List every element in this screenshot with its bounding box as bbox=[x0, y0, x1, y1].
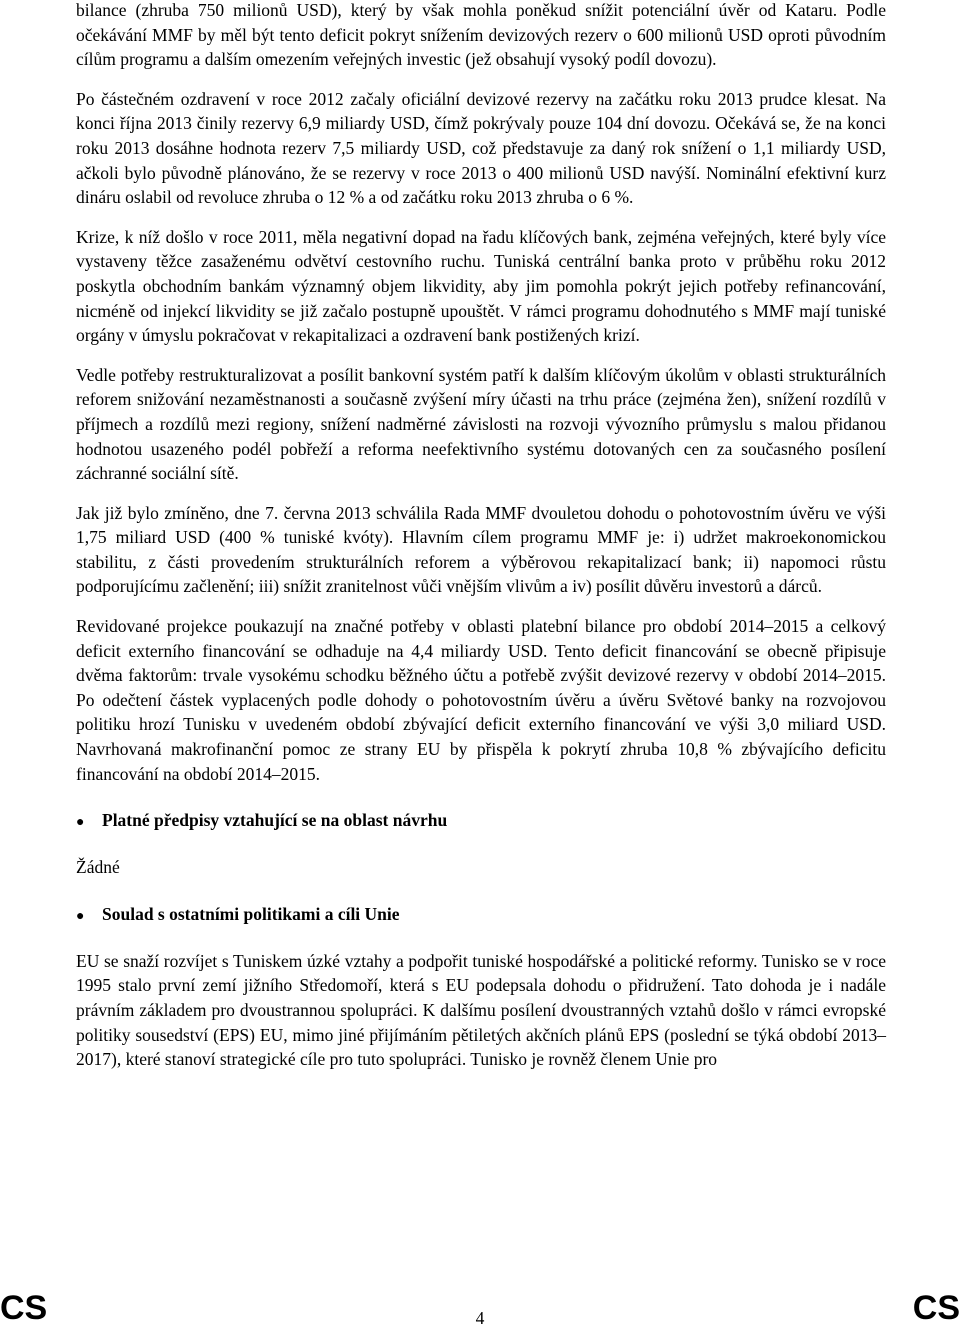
paragraph-projections: Revidované projekce poukazují na značné potřeby v oblasti platební bilance pro období 2014–2015 a celkový deficit externího financování se odhaduje na 4,4 miliardy USD. Tento deficit financování se obecně připisuje dvěma faktorům: trvale vysokému schodku běžného účtu a potřebě zvýšit devizové rezervy v období 2014–2015. Po odečtení částek vyplacených podle dohody o pohotovostním úvěru a úvěru Světové banky na rozvojovou politiku hrozí Tunisku v uvedeném období zbývající deficit externího financování ve výši 3,0 miliard USD. Navrhovaná makrofinanční pomoc ze strany EU by přispěla k pokrytí zhruba 10,8 % zbývajícího deficitu financování na období 2014–2015. bbox=[76, 616, 886, 784]
paragraph-banking-crisis: Krize, k níž došlo v roce 2011, měla negativní dopad na řadu klíčových bank, zejména veřejných, které byly více vystaveny těžce zasaženému odvětví cestovního ruchu. Tuniská centrální banka proto v průběhu roku 2012 poskytla obchodním bankám významný objem likvidity, aby jim pomohla pokrýt jejich potřeby refinancování, nicméně od injekcí likvidity se již začalo postupně upouštět. V rámci programu dohodnutého s MMF mají tuniské orgány v úmyslu pokračovat v rekapitalizaci a ozdravení bank postižených krizí. bbox=[76, 226, 886, 346]
footer-language-left: CS bbox=[0, 1289, 48, 1327]
paragraph-eu-relations: EU se snaží rozvíjet s Tuniskem úzké vztahy a podpořit tuniské hospodářské a politické reformy. Tunisko se v roce 1995 stalo první zemí jižního Středomoří, která s EU podepsala dohodu o přidružení. Tato dohoda je i nadále právním základem pro dvoustrannou spolupráci. K dalšímu posílení dvoustranných vztahů došlo v rámci evropské politiky sousedství (EPS) EU, mimo jiné přijímáním pětiletých akčních plánů EPS (poslední se týká období 2013–2017), které stanoví strategické cíle pro tuto spolupráci. Tunisko je rovněž členem Unie pro bbox=[76, 950, 886, 1070]
heading-text: Soulad s ostatními politikami a cíli Unie bbox=[102, 903, 400, 924]
paragraph-reserves: Po částečném ozdravení v roce 2012 začaly oficiální devizové rezervy na začátku roku 2013 prudce klesat. Na konci října 2013 činily rezervy 6,9 miliardy USD, čímž pokrývaly pouze 104 dní dovozu. Očekává se, že na konci roku 2013 dosáhne hodnota rezerv 7,5 miliardy USD, což představuje za daný rok snížení o 1,1 miliardy USD, ačkoli bylo původně plánováno, že se rezervy v roce 2013 o 400 milionů USD navýší. Nominální efektivní kurz dináru oslabil od revoluce zhruba o 12 % a od začátku roku 2013 zhruba o 6 %. bbox=[76, 88, 886, 208]
page-number: 4 bbox=[475, 1308, 485, 1328]
section-heading-consistency bbox=[76, 902, 886, 929]
bullet-icon: ● bbox=[76, 908, 85, 924]
paragraph-none: Žádné bbox=[76, 857, 120, 878]
document-body bbox=[76, 0, 886, 1087]
paragraph-structural-reforms: Vedle potřeby restrukturalizovat a posílit bankovní systém patří k dalším klíčovým úkolům v oblasti strukturálních reforem snižování nezaměstnanosti a současně zvýšení míry účasti na trhu práce (zejména žen), snížení rozdílů v příjmech a rozdílů mezi regiony, snížení nadměrné závislosti na rozvoji vývozního průmyslu s malou přidanou hodnotou usazeného podél pobřeží a reforma neefektivního systému dotovaných cen za současného posílení záchranné sociální sítě. bbox=[76, 364, 886, 484]
bullet-icon: ● bbox=[76, 815, 85, 831]
footer-language-right: CS bbox=[912, 1289, 960, 1327]
paragraph-balance-deficit: bilance (zhruba 750 milionů USD), který by však mohla poněkud snížit potenciální úvěr od Kataru. Podle očekávání MMF by měl být tento deficit pokryt snížením devizových rezerv o 600 milionů USD oproti původním cílům programu a dalším omezením veřejných investic (jež obsahují vysoký podíl dovozu). bbox=[76, 0, 886, 70]
paragraph-imf-program: Jak již bylo zmíněno, dne 7. června 2013 schválila Rada MMF dvouletou dohodu o pohotovostním úvěru ve výši 1,75 miliard USD (400 % tuniské kvóty). Hlavním cílem programu MMF je: i) udržet makroekonomickou stabilitu, z části provedením strukturálních reforem a výběrovou rekapitalizací bank; ii) napomoci růstu podporujícímu začlenění; iii) snížit zranitelnost vůči vnějším vlivům a iv) posílit důvěru investorů a dárců. bbox=[76, 502, 886, 597]
section-heading-regulations bbox=[76, 808, 886, 835]
heading-text: Platné předpisy vztahující se na oblast návrhu bbox=[102, 810, 448, 831]
